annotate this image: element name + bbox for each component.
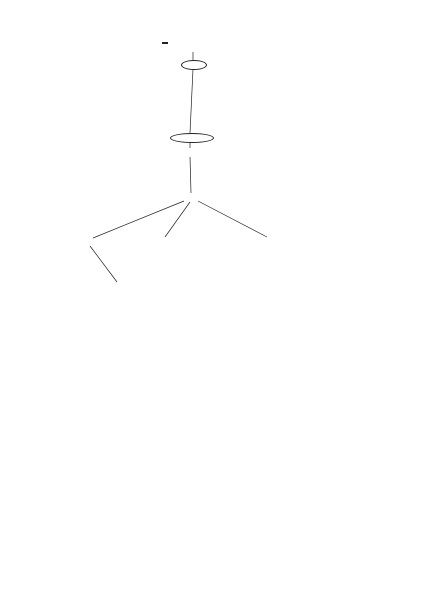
recorded-time-box xyxy=(162,42,168,44)
tf-node-world xyxy=(181,60,207,70)
tf-node-base-footprint xyxy=(170,133,214,143)
